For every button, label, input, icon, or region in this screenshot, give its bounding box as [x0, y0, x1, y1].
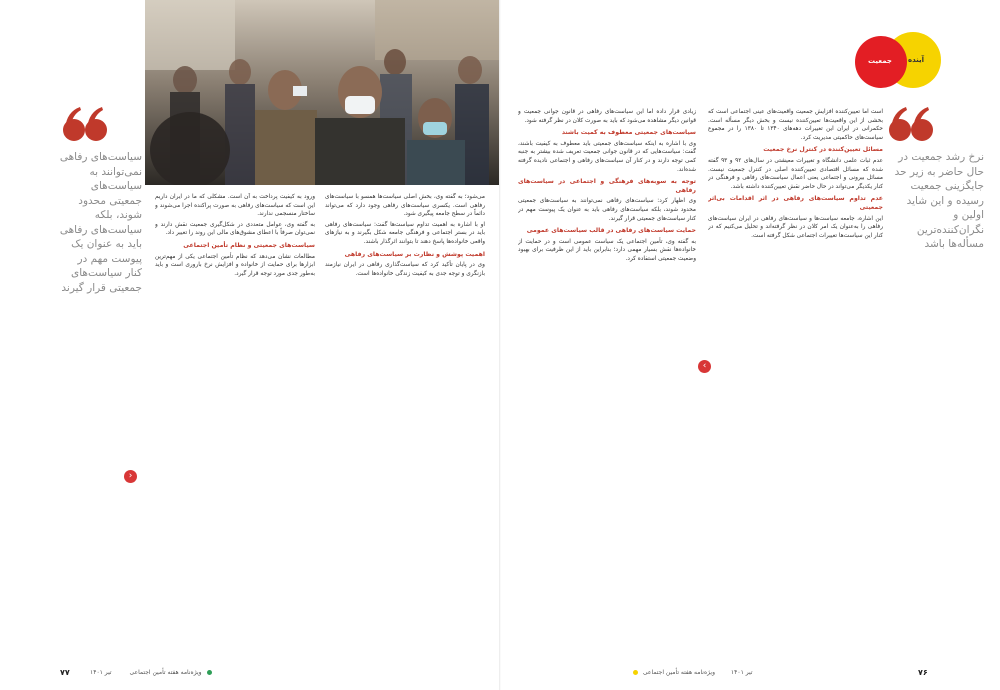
column-3-body-2: وی در پایان تأکید کرد که سیاست‌گذاری رفاهی در ایران نیازمند بازنگری و توجه جدی به کیفیت زندگی خانواده‌ها است.: [325, 262, 485, 277]
article-column-2: [518, 108, 696, 633]
right-footer-text: ویژه‌نامه هفته تأمین اجتماعی: [642, 669, 715, 676]
left-pull-quote: سیاست‌های رفاهی نمی‌توانند به سیاست‌های جمعیتی محدود شوند، بلکه سیاست‌های رفاهی باید به عنوان یک پیوست مهم در کنار سیاست‌های جمعیتی قرار گیرند: [59, 151, 142, 294]
badge-yellow-label: آینده: [908, 56, 925, 64]
column-3-intro: می‌شود؛ به گفته وی، بخش اصلی سیاست‌ها همسو با سیاست‌های رفاهی است. یکسری سیاست‌های رفاهی وجود دارد که می‌تواند دائماً در سطح جامعه پیگیری شود.: [325, 194, 485, 218]
column-4-intro: ورود به کیفیت پرداخت به آن است. مشکلی که ما در ایران داریم این است که سیاست‌های رفاهی به صورت پراکنده اجرا می‌شوند و ساختار منسجمی ندارند.: [155, 194, 315, 218]
right-pull-quote: نرخ رشد جمعیت در حال حاضر به زیر حد جایگزینی جمعیت رسیده و این شاید اولین و نگران‌کننده‌ترین مسأله‌ها باشد: [894, 151, 984, 250]
left-footer: [90, 669, 215, 676]
crowd-photo: [145, 0, 500, 185]
right-page-number: ۷۶: [918, 668, 928, 677]
quote-mark-icon-right: [888, 104, 934, 144]
column-4-body-1: به گفته وی، عوامل متعددی در شکل‌گیری جمعیت نقش دارند و نمی‌توان صرفاً با اعطای مشوق‌های مالی این روند را تغییر داد.: [155, 221, 315, 237]
article-column-3: [325, 193, 485, 633]
article-column-1: [708, 108, 883, 633]
left-footer-text: ویژه‌نامه هفته تأمین اجتماعی: [129, 669, 202, 676]
column-2-heading-1: سیاست‌های جمعیتی معطوف به کمیت باشند: [561, 129, 696, 137]
column-2-intro: زیادی قرار داده اما این سیاست‌های رفاهی در قانون جوانی جمعیت و قوانین دیگر مشاهده می‌شود که باید به صورت کلان در نظر گرفته شود.: [518, 109, 696, 124]
badge-red-label: جمعیت: [868, 57, 892, 65]
column-4-heading-1: سیاست‌های جمعیتی و نظام تأمین اجتماعی: [183, 241, 315, 249]
share-arrow-icon-right[interactable]: ‹: [698, 360, 711, 373]
column-3-body-1: او با اشاره به اهمیت تداوم سیاست‌ها گفت: سیاست‌های رفاهی باید در بستر اجتماعی و فرهنگی جامعه شکل بگیرند و به نیازهای واقعی خانواده‌ها پاسخ دهند تا بتوانند اثرگذار باشند.: [325, 221, 485, 245]
column-1-heading-2: عدم تداوم سیاست‌های رفاهی در اثر اقدامات بی‌اثر جمعیتی: [708, 195, 883, 211]
column-3-heading-1: اهمیت پوشش و نظارت بر سیاست‌های رفاهی: [344, 250, 485, 258]
footer-dot-icon-right: [633, 670, 638, 675]
right-footer-date: تیر ۱۴۰۱: [730, 669, 753, 676]
column-2-body-2: وی اظهار کرد: سیاست‌های رفاهی نمی‌توانند به سیاست‌های جمعیتی محدود شوند، بلکه سیاست‌های رفاهی باید به عنوان یک پیوست مهم در کنار سیاست‌های جمعیتی قرار گیرند.: [518, 198, 696, 222]
column-2-body-3: به گفته وی، تأمین اجتماعی یک سیاست عمومی است و در حمایت از خانواده‌ها نقش بسیار مهمی دارد؛ بنابراین باید از این ظرفیت برای بهبود وضعیت جمعیتی استفاده کرد.: [518, 238, 696, 262]
column-2-heading-3: حمایت سیاست‌های رفاهی در قالب سیاست‌های عمومی: [526, 227, 696, 235]
left-footer-date: تیر ۱۴۰۱: [90, 669, 112, 676]
column-2-body-1: وی با اشاره به اینکه سیاست‌های جمعیتی باید معطوف به کیفیت باشند، گفت: سیاست‌هایی که در قانون جوانی جمعیت تعریف شده بیشتر به جنبه کمی توجه دارند و در کنار آن سیاست‌های رفاهی و اجتماعی نادیده گرفته شده‌اند.: [518, 140, 696, 173]
column-1-heading-1: مسائل تعیین‌کننده در کنترل نرخ جمعیت: [763, 146, 883, 154]
left-page-number: ۷۷: [60, 668, 70, 677]
footer-dot-icon: [207, 670, 212, 675]
right-footer: [630, 669, 753, 676]
column-1-intro: است اما تعیین‌کننده افزایش جمعیت واقعیت‌های عینی اجتماعی است که بخشی از این واقعیت‌ها تعیین‌کننده نیست و بخش دیگر مسأله است. حکمرانی در ایران این تغییرات دهه‌های ۱۳۴۰ تا ۱۳۸۰ را در مجموع سیاست‌های حاکمیتی مدیریت کرد.: [708, 109, 883, 141]
share-arrow-icon[interactable]: ›: [124, 470, 137, 483]
article-column-4: [155, 193, 315, 633]
crowd-photo-illustration: [145, 0, 500, 185]
column-2-heading-2: توجه به سوبه‌های فرهنگی و اجتماعی در سیاست‌های رفاهی: [518, 178, 696, 194]
column-4-body-2: مطالعات نشان می‌دهد که نظام تأمین اجتماعی یکی از مهم‌ترین ابزارها برای حمایت از خانواده و افزایش نرخ باروری است و باید به‌طور جدی مورد توجه قرار گیرد.: [155, 253, 315, 277]
column-1-body-2: این اشاره، جامعه سیاست‌ها و سیاست‌های رفاهی در ایران سیاست‌های رفاهی را به‌عنوان یک امر کلان در نظر گرفته‌اند و تحلیل می‌کنیم که در کنار این سیاست‌ها تغییرات اجتماعی شکل گرفته است.: [708, 215, 883, 239]
column-1-body-1: عدم ثبات علمی دانشگاه و تغییرات معیشتی در سال‌های ۹۲ و ۹۳ گفته شده که مسائل اقتصادی تعیین‌کننده اصلی در کنترل جمعیت نیست. مسائل بیرونی و اجتماعی یعنی اعمال سیاست‌های رفاهی و فرهنگی در کنار یکدیگر می‌تواند در حال حاضر نقش تعیین‌کننده داشته باشد.: [708, 157, 883, 190]
right-page: [500, 0, 1000, 690]
quote-mark-icon: [62, 104, 108, 144]
